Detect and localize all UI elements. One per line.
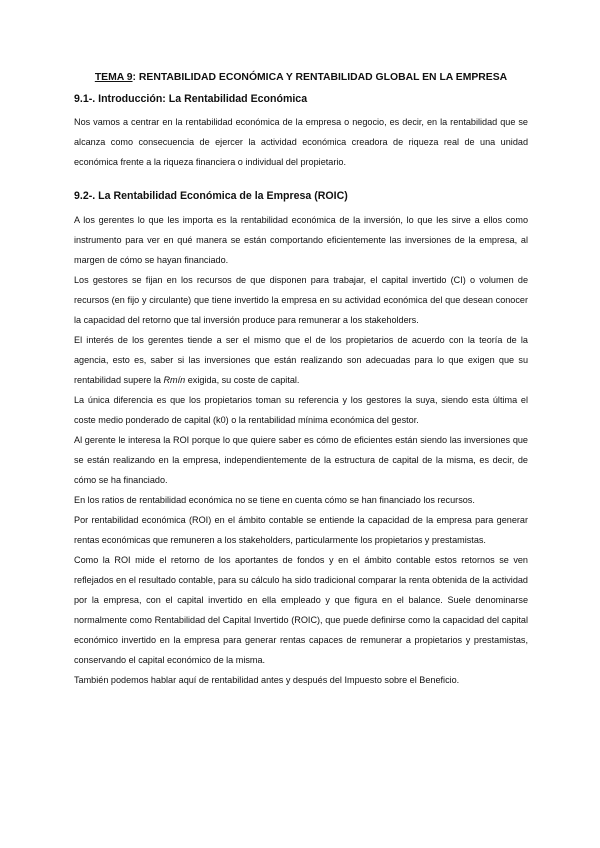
paragraph-definicion-roi: Por rentabilidad económica (ROI) en el ámbito contable se entiende la capacidad de la empresa para generar rentas económicas que remuneren a los stakeholders, particularmente los propietarios y prestamistas. [74,515,528,545]
paragraph-teoria-agencia [74,330,528,390]
paragraph-teoria-agencia-start: El interés de los gerentes tiende a ser el mismo que el de los propietarios de acuerdo con la teoría de la agencia, esto es, saber si las inversiones que están realizando son adecuadas para lo que exigen que su rentabilidad supere la [74,335,528,385]
section-heading-roic: 9.2-. La Rentabilidad Económica de la Empresa (ROIC) [74,190,348,202]
paragraph-roic: Como la ROI mide el retorno de los aportantes de fondos y en el ámbito contable estos retornos se ven reflejados en el resultado contable, para su cálculo ha sido tradicional comparar la renta obtenida de la actividad por la empresa, con el capital invertido en ella empleado y que figura en el balance. Suele denominarse normalmente como Rentabilidad del Capital Invertido (ROIC), que puede definirse como la capacidad del capital económico invertido en la empresa para generar rentas capaces de remunerar a propietarios y prestamistas, conservando el capital económico de la misma. [74,555,528,665]
rmin-term: Rmín [163,375,186,385]
document-title [74,72,528,83]
document-page [74,72,528,690]
paragraph-ratios: En los ratios de rentabilidad económica no se tiene en cuenta cómo se han financiado los recursos. [74,495,475,505]
paragraph-introduccion: Nos vamos a centrar en la rentabilidad económica de la empresa o negocio, es decir, en la rentabilidad que se alcanza como consecuencia de ejercer la actividad económica creadora de riqueza real de una unidad económica frente a la riqueza financiera o individual del propietario. [74,117,528,167]
section-heading-introduccion: 9.1-. Introducción: La Rentabilidad Económica [74,93,308,105]
paragraph-interes-roi: Al gerente le interesa la ROI porque lo que quiere saber es cómo de eficientes están siendo las inversiones que se están realizando en la empresa, independientemente de la estructura de capital de la misma, es decir, de cómo se ha financiado. [74,435,528,485]
paragraph-teoria-agencia-end: exigida, su coste de capital. [185,375,300,385]
paragraph-gerentes: A los gerentes lo que les importa es la rentabilidad económica de la inversión, lo que les sirve a ellos como instrumento para ver en qué manera se están comportando eficientemente las inversiones de la empresa, al margen de cómo se hayan financiado. [74,215,528,265]
paragraph-gestores: Los gestores se fijan en los recursos de que disponen para trabajar, el capital invertido (CI) o volumen de recursos (en fijo y circulante) que tiene invertido la empresa en su actividad económica del que desean conocer la capacidad del retorno que tal inversión produce para remunerar a los stakeholders. [74,275,528,325]
paragraph-impuesto: También podemos hablar aquí de rentabilidad antes y después del Impuesto sobre el Beneficio. [74,675,460,685]
paragraph-diferencia: La única diferencia es que los propietarios toman su referencia y los gestores la suya, siendo esta última el coste medio ponderado de capital (k0) o la rentabilidad mínima económica del gestor. [74,395,528,425]
title-topic-number: TEMA 9 [94,72,133,83]
title-text: : RENTABILIDAD ECONÓMICA Y RENTABILIDAD GLOBAL EN LA EMPRESA [132,72,508,83]
